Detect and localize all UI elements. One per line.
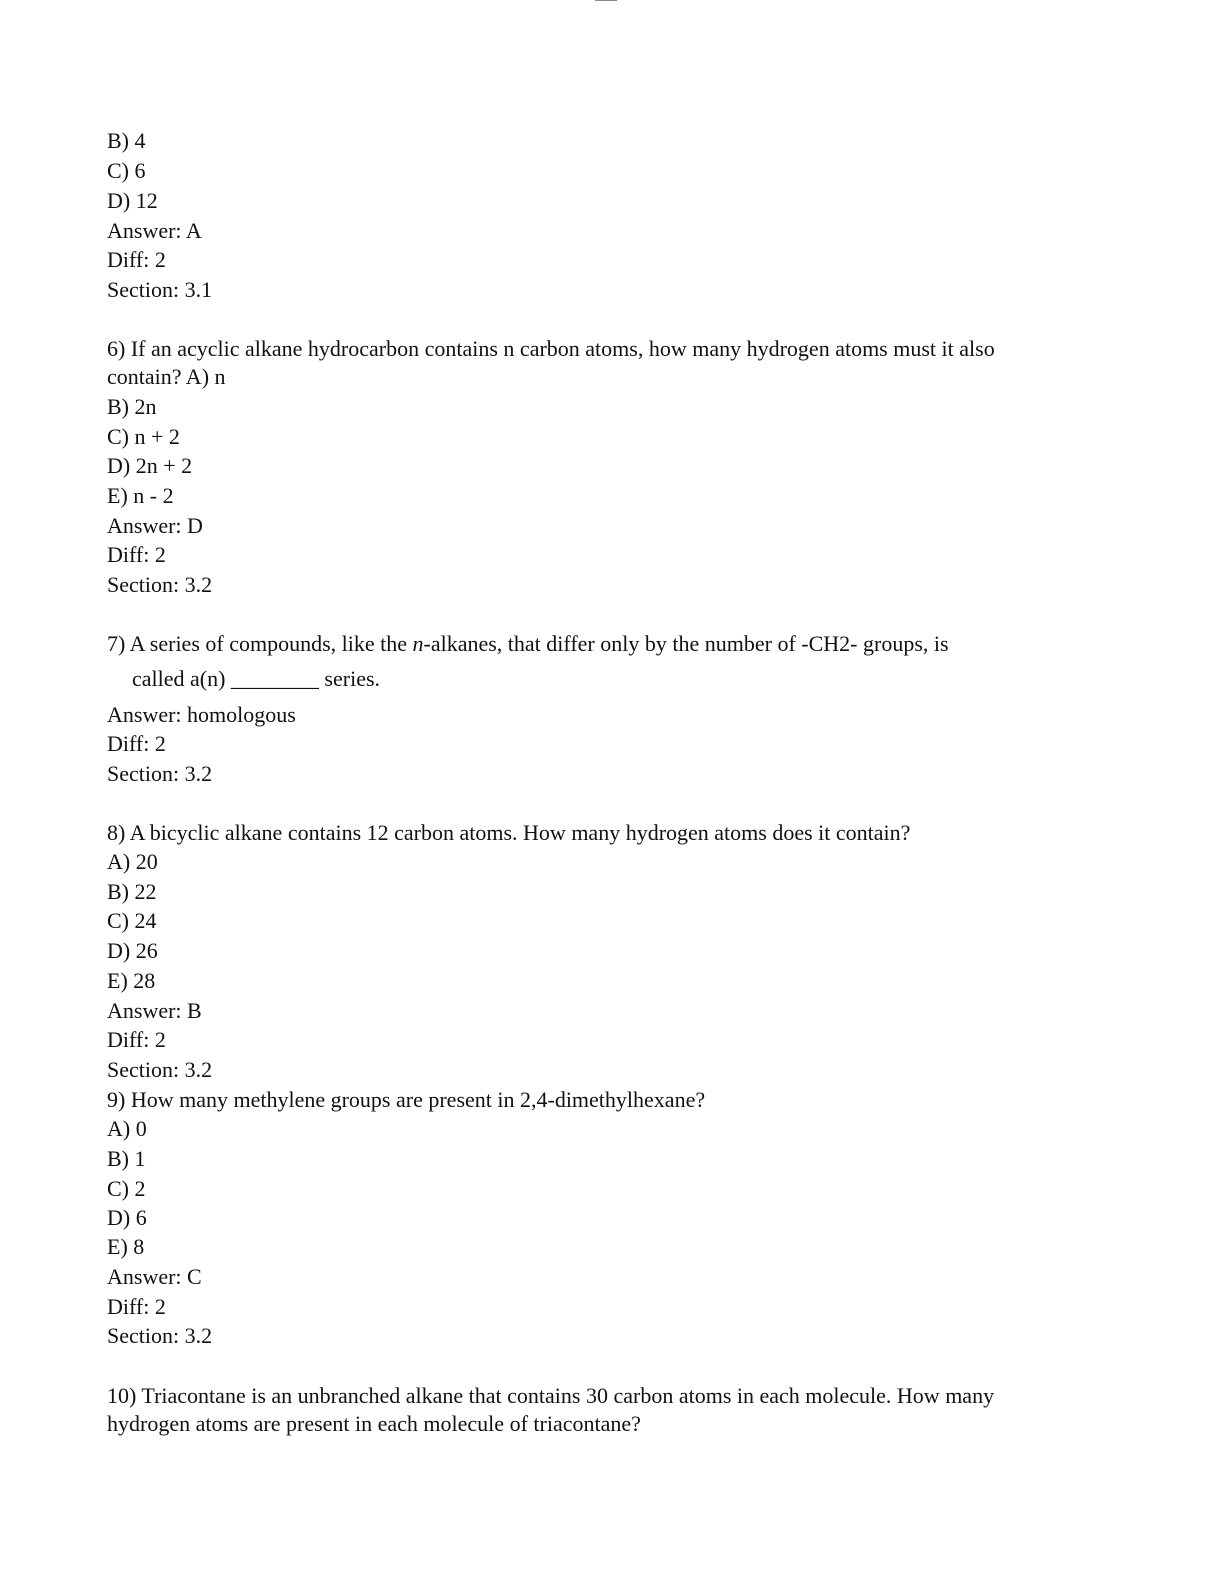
q6-answer: Answer: D	[107, 513, 203, 538]
q6-option-b: B) 2n	[107, 394, 157, 419]
q9-option-a: A) 0	[107, 1116, 147, 1141]
q6-option-c: C) n + 2	[107, 424, 180, 449]
q8-option-a: A) 20	[107, 849, 158, 874]
q5-option-d: D) 12	[107, 188, 158, 213]
q7-line1-italic: n	[412, 631, 424, 656]
q9-option-d: D) 6	[107, 1205, 147, 1230]
q7-question-line1	[107, 631, 949, 657]
q8-option-d: D) 26	[107, 938, 158, 963]
q8-answer: Answer: B	[107, 998, 202, 1023]
q5-section: Section: 3.1	[107, 277, 213, 302]
q7-line1-pre: 7) A series of compounds, like the	[107, 631, 413, 656]
q8-option-b: B) 22	[107, 879, 157, 904]
q5-option-b: B) 4	[107, 128, 146, 153]
q9-answer: Answer: C	[107, 1264, 202, 1289]
q9-diff: Diff: 2	[107, 1294, 166, 1319]
q7-answer: Answer: homologous	[107, 702, 296, 727]
q6-question-line1: 6) If an acyclic alkane hydrocarbon contains n carbon atoms, how many hydrogen atoms must it also	[107, 336, 995, 361]
q7-diff: Diff: 2	[107, 731, 166, 756]
q6-diff: Diff: 2	[107, 542, 166, 567]
q8-question: 8) A bicyclic alkane contains 12 carbon atoms. How many hydrogen atoms does it contain?	[107, 820, 911, 845]
q6-question-line2: contain? A) n	[107, 364, 226, 389]
q10-question-line1: 10) Triacontane is an unbranched alkane that contains 30 carbon atoms in each molecule. How many	[107, 1383, 995, 1408]
q9-option-b: B) 1	[107, 1146, 146, 1171]
q8-option-e: E) 28	[107, 968, 156, 993]
q6-option-e: E) n - 2	[107, 483, 174, 508]
q6-section: Section: 3.2	[107, 572, 213, 597]
q7-line1-post: -alkanes, that differ only by the number of -CH2- groups, is	[423, 631, 949, 656]
q8-diff: Diff: 2	[107, 1027, 166, 1052]
q7-question-line2: called a(n) ________ series.	[132, 666, 381, 691]
q8-option-c: C) 24	[107, 908, 157, 933]
q6-option-d: D) 2n + 2	[107, 453, 193, 478]
q10-question-line2: hydrogen atoms are present in each molecule of triacontane?	[107, 1411, 641, 1436]
q5-diff: Diff: 2	[107, 247, 166, 272]
q9-option-e: E) 8	[107, 1234, 145, 1259]
q5-option-c: C) 6	[107, 158, 146, 183]
q8-section: Section: 3.2	[107, 1057, 213, 1082]
q5-answer: Answer: A	[107, 218, 202, 243]
q9-question: 9) How many methylene groups are present in 2,4-dimethylhexane?	[107, 1087, 706, 1112]
q7-section: Section: 3.2	[107, 761, 213, 786]
q9-section: Section: 3.2	[107, 1323, 213, 1348]
q9-option-c: C) 2	[107, 1176, 146, 1201]
top-rule	[595, 0, 617, 1]
